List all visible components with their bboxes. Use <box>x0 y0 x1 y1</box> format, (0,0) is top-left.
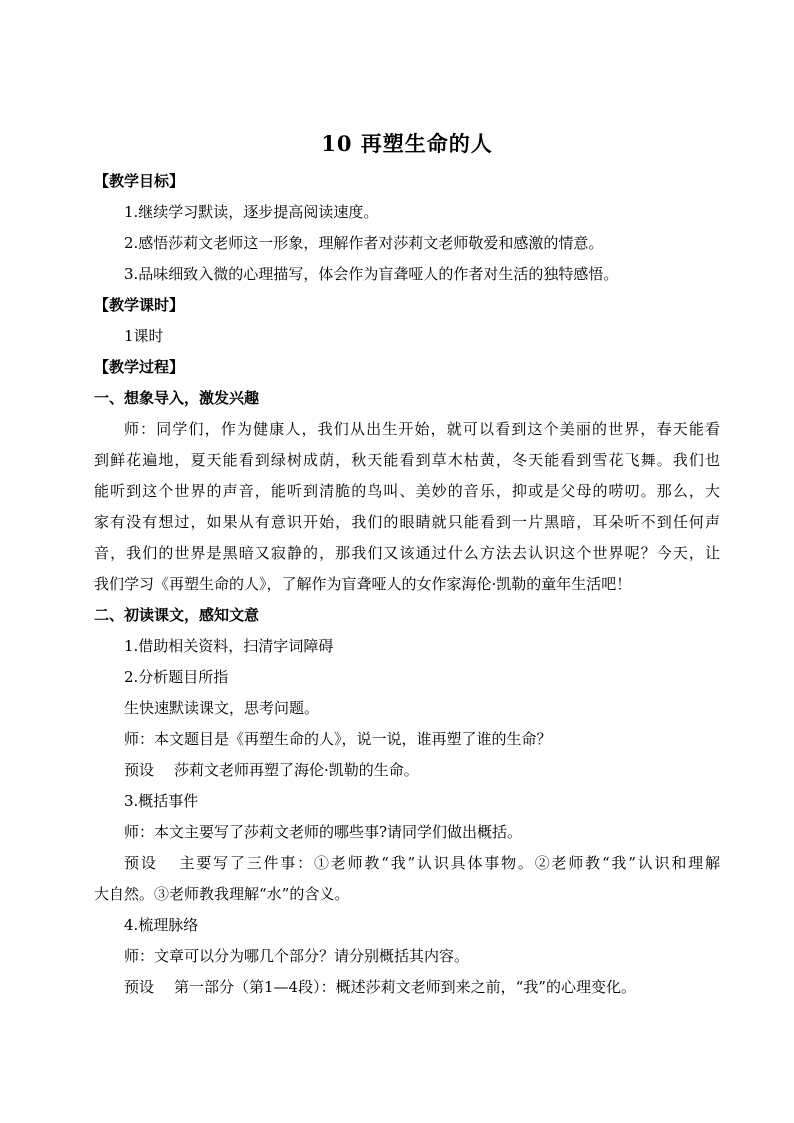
answer-text: 主要写了三件事：①老师教“我”认识具体事物。②老师教“我”认识和理解 <box>177 854 720 872</box>
goal-item: 1.继续学习默读，逐步提高阅读速度。 <box>124 203 379 221</box>
paragraph-line: 音，我们的世界是黑暗又寂静的，那我们又该通过什么方法去认识这个世界呢？今天，让 <box>94 544 720 562</box>
step-item: 1.借助相关资料，扫清字词障碍 <box>124 637 334 655</box>
question-line: 师：本文主要写了莎莉文老师的哪些事?请同学们做出概括。 <box>124 823 523 841</box>
paragraph-line: 家有没有想过，如果从有意识开始，我们的眼睛就只能看到一片黑暗，耳朵听不到任何声 <box>94 513 720 531</box>
step-item: 2.分析题目所指 <box>124 668 229 686</box>
goal-item: 3.品味细致入微的心理描写，体会作为盲聋哑人的作者对生活的独特感悟。 <box>124 265 619 283</box>
answer-line <box>94 848 720 879</box>
answer-line <box>94 755 720 786</box>
hours-text: 1课时 <box>124 327 164 345</box>
section-heading-goals: 【教学目标】 <box>94 172 185 190</box>
paragraph-line: 我们学习《再塑生命的人》，了解作为盲聋哑人的女作家海伦·凯勒的童年生活吧！ <box>94 575 632 593</box>
document-page <box>94 128 720 1003</box>
step-item: 4.梳理脉络 <box>124 916 199 934</box>
paragraph-line: 能听到这个世界的声音，能听到清脆的鸟叫、美妙的音乐，抑或是父母的唠叨。那么，大 <box>94 482 720 500</box>
answer-label: 预设 <box>124 978 155 996</box>
answer-label: 预设 <box>124 761 155 779</box>
question-line: 师：文章可以分为哪几个部分？请分别概括其内容。 <box>124 947 470 965</box>
part-heading: 一、想象导入，激发兴趣 <box>94 389 260 407</box>
document-title: 10 再塑生命的人 <box>321 131 493 156</box>
answer-line <box>94 972 720 1003</box>
paragraph-line: 大自然。③老师教我理解“水”的含义。 <box>94 885 350 903</box>
step-item: 3.概括事件 <box>124 792 199 810</box>
question-line: 师：本文题目是《再塑生命的人》，说一说，谁再塑了谁的生命？ <box>124 730 552 748</box>
answer-text: 第一部分（第1—4段）：概述莎莉文老师到来之前，“我”的心理变化。 <box>174 978 636 996</box>
answer-label: 预设 <box>124 854 158 872</box>
section-heading-hours: 【教学课时】 <box>94 296 185 314</box>
section-heading-process: 【教学过程】 <box>94 358 185 376</box>
goal-item: 2.感悟莎莉文老师这一形象，理解作者对莎莉文老师敬爱和感激的情意。 <box>124 234 604 252</box>
part-heading: 二、初读课文，感知文意 <box>94 606 260 624</box>
paragraph-line: 师：同学们，作为健康人，我们从出生开始，就可以看到这个美丽的世界，春天能看 <box>124 420 720 438</box>
paragraph-line: 生快速默读课文，思考问题。 <box>124 699 320 717</box>
answer-text: 莎莉文老师再塑了海伦·凯勒的生命。 <box>174 761 419 779</box>
paragraph-line: 到鲜花遍地，夏天能看到绿树成荫，秋天能看到草木枯黄，冬天能看到雪花飞舞。我们也 <box>94 451 720 469</box>
